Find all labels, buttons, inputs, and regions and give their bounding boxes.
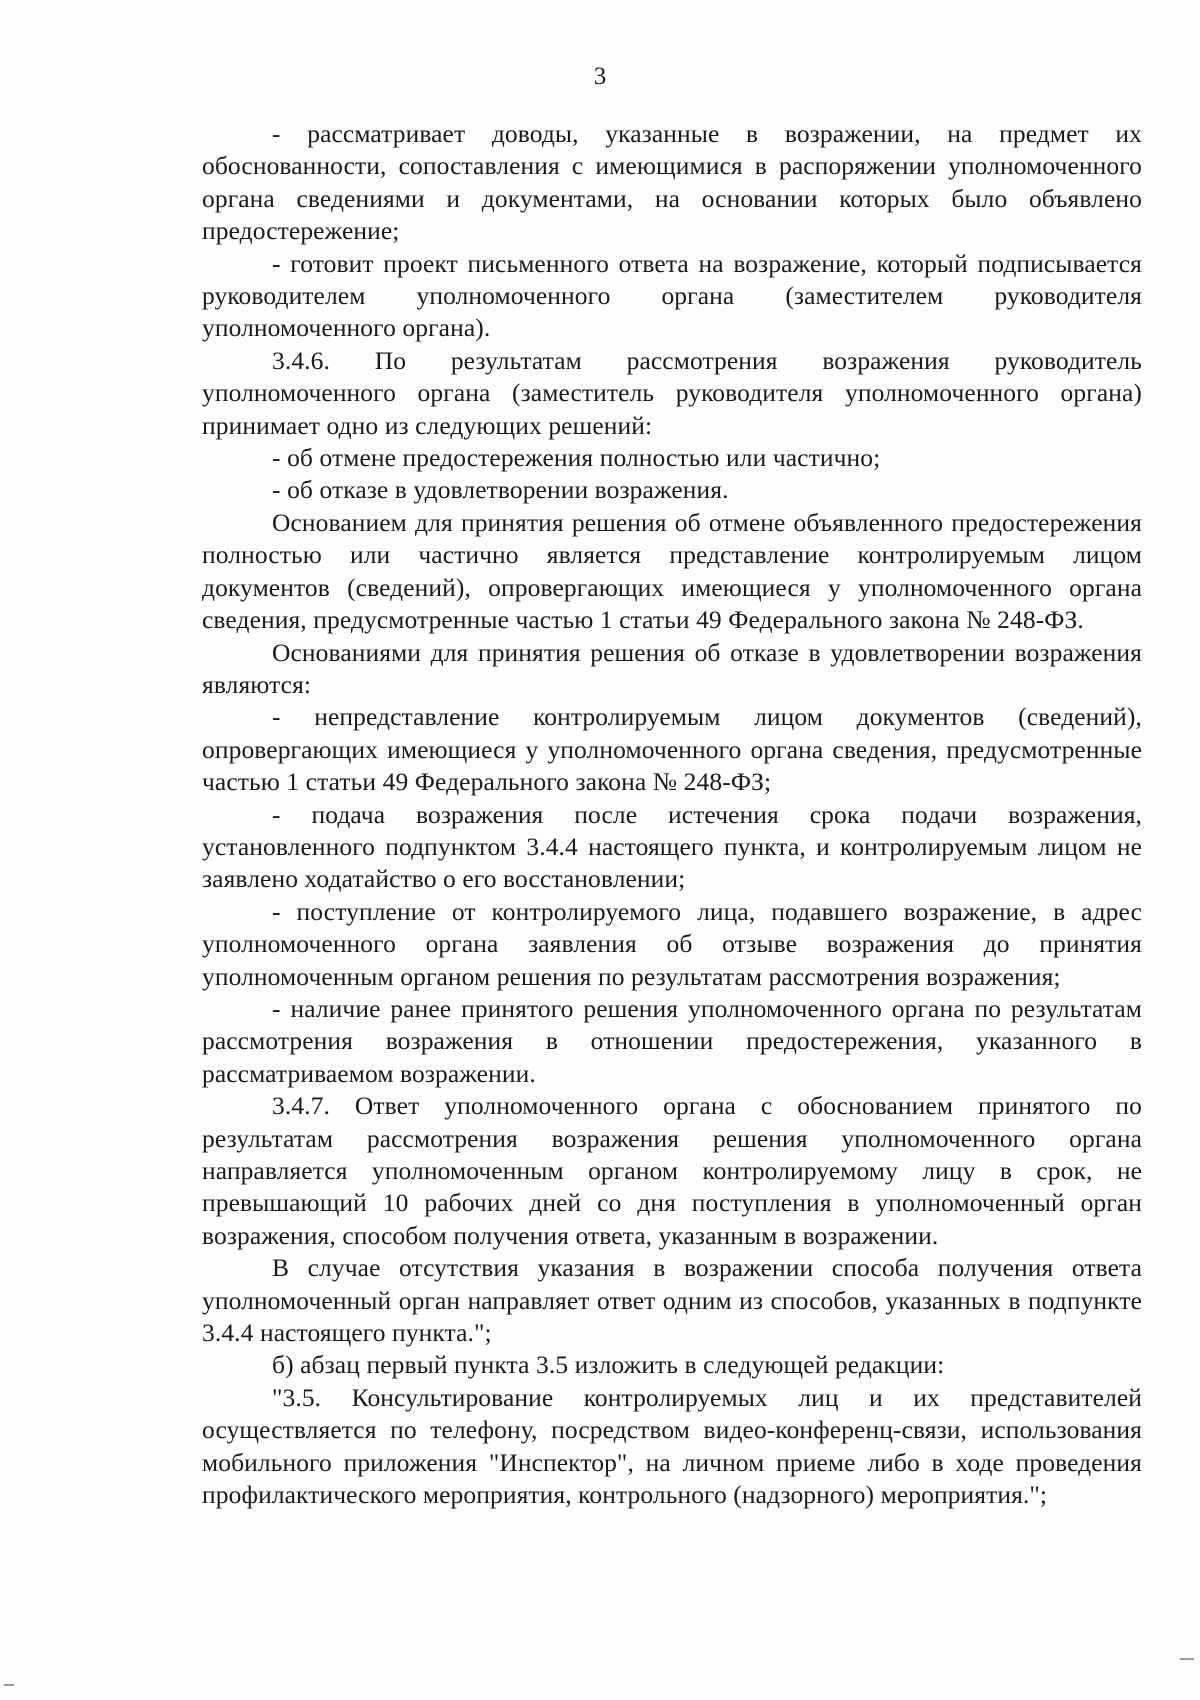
page-number: 3 (593, 63, 607, 90)
paragraph: В случае отсутствия указания в возражении способа получения ответа уполномоченный орган направляет ответ одним из способов, указанных в подпункте 3.4.4 настоящего пункта."; (202, 1253, 1142, 1348)
paragraph: Основаниями для принятия решения об отказе в удовлетворении возражения являются: (202, 637, 1142, 699)
paragraph: - поступление от контролируемого лица, подавшего возражение, в адрес уполномоченного органа заявления об отзыве возражения до принятия уполномоченным органом решения по результатам рассмотрения возражения; (202, 896, 1142, 991)
paragraph: - об отказе в удовлетворении возражения. (272, 475, 729, 505)
paragraph: "3.5. Консультирование контролируемых лиц и их представителей осуществляется по телефону, посредством видео-конференц-связи, использования мобильного приложения "Инспектор", на личном приеме либо в ходе проведения профилактического мероприятия, контрольного (надзорного) мероприятия."; (202, 1382, 1142, 1510)
paragraph: Основанием для принятия решения об отмене объявленного предостережения полностью или частично является представление контролируемым лицом документов (сведений), опровергающих имеющиеся у уполномоченного органа сведения, предусмотренные частью 1 статьи 49 Федерального закона № 248-ФЗ. (202, 507, 1142, 635)
paragraph: - подача возражения после истечения срока подачи возражения, установленного подпунктом 3.4.4 настоящего пункта, и контролируемым лицом не заявлено ходатайство о его восстановлении; (202, 799, 1142, 894)
scan-edge-mark (1180, 1658, 1194, 1660)
paragraph: - рассматривает доводы, указанные в возражении, на предмет их обоснованности, сопоставления с имеющимися в распоряжении уполномоченного органа сведениями и документами, на основании которых было объявлено предостережение; (202, 119, 1142, 246)
paragraph: б) абзац первый пункта 3.5 изложить в следующей редакции: (272, 1350, 945, 1380)
paragraph: - готовит проект письменного ответа на возражение, который подписывается руководителем уполномоченного органа (заместителем руководителя уполномоченного органа). (202, 248, 1142, 343)
paragraph: 3.4.7. Ответ уполномоченного органа с обоснованием принятого по результатам рассмотрения возражения решения уполномоченного органа направляется уполномоченным органом контролируемому лицу в срок, не превышающий 10 рабочих дней со дня поступления в уполномоченный орган возражения, способом получения ответа, указанным в возражении. (202, 1091, 1142, 1250)
paragraph: 3.4.6. По результатам рассмотрения возражения руководитель уполномоченного органа (заместитель руководителя уполномоченного органа) принимает одно из следующих решений: (202, 345, 1142, 440)
document-body (202, 118, 1142, 1511)
paragraph: - об отмене предостережения полностью или частично; (272, 443, 881, 473)
paragraph: - наличие ранее принятого решения уполномоченного органа по результатам рассмотрения возражения в отношении предостережения, указанного в рассматриваемом возражении. (202, 993, 1142, 1088)
paragraph: - непредставление контролируемым лицом документов (сведений), опровергающих имеющиеся у уполномоченного органа сведения, предусмотренные частью 1 статьи 49 Федерального закона № 248-ФЗ; (202, 702, 1142, 797)
scan-edge-mark (4, 1684, 14, 1686)
